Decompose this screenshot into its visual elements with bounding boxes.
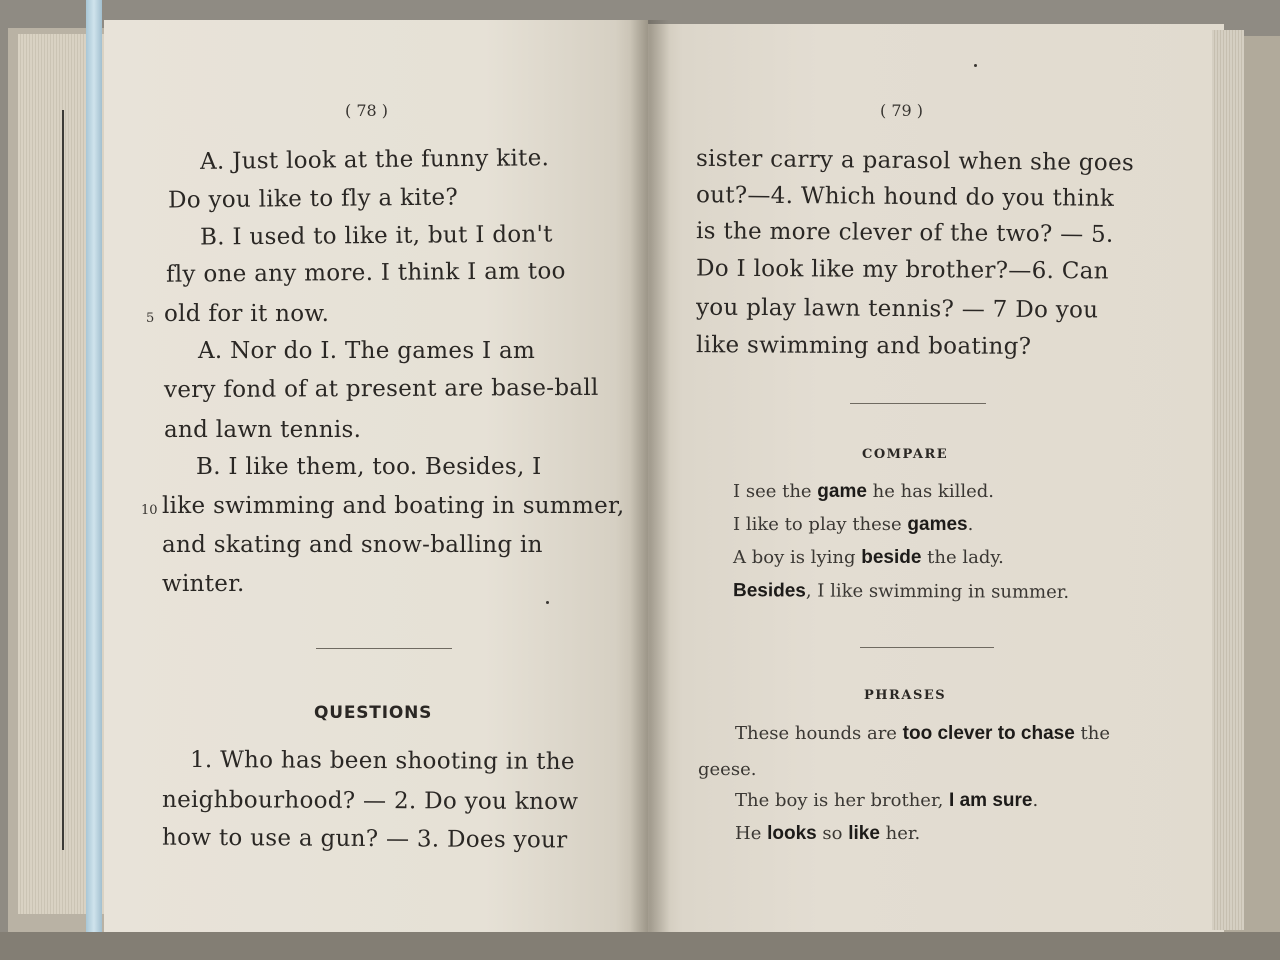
left-line-4: fly one any more. I think I am too (165, 258, 566, 288)
compare-heading: COMPARE (862, 447, 949, 462)
left-line-9: B. I like them, too. Besides, I (196, 454, 542, 480)
right-line-2: out?—4. Which hound do you think (695, 182, 1115, 212)
right-page-edges (1212, 30, 1244, 930)
left-line-7: very fond of at present are base-ball (163, 374, 599, 404)
left-line-5: old for it now. (164, 301, 330, 327)
questions-heading: QUESTIONS (314, 703, 433, 723)
left-line-11: and skating and snow-balling in (162, 532, 543, 558)
bookmark-ribbon (86, 0, 102, 960)
phrase-line-4: He looks so like her. (735, 823, 921, 844)
paper-speck (546, 601, 549, 604)
table-surface (0, 932, 1280, 960)
compare-line-4: Besides, I like swimming in summer. (732, 580, 1070, 603)
left-line-3: B. I used to like it, but I don't (199, 221, 553, 251)
question-line-2: neighbourhood? — 2. Do you know (161, 786, 579, 816)
right-line-3: is the more clever of the two? — 5. (695, 218, 1114, 248)
question-line-3: how to use a gun? — 3. Does your (161, 824, 568, 854)
left-line-2: Do you like to fly a kite? (167, 184, 459, 214)
left-line-6: A. Nor do I. The games I am (198, 338, 536, 364)
phrase-line-2: geese. (698, 759, 757, 780)
left-divider (316, 648, 452, 649)
book-gutter (630, 20, 670, 938)
left-line-10: like swimming and boating in summer, (162, 493, 625, 519)
paper-speck (974, 64, 977, 67)
right-divider-1 (850, 403, 986, 404)
right-line-6: like swimming and boating? (695, 332, 1032, 360)
right-line-5: you play lawn tennis? — 7 Do you (695, 294, 1099, 324)
left-line-1: A. Just look at the funny kite. (199, 145, 550, 175)
right-divider-2 (860, 647, 994, 648)
left-page-number: ( 78 ) (345, 101, 389, 120)
phrases-heading: PHRASES (864, 688, 947, 703)
right-page-number: ( 79 ) (880, 101, 924, 120)
right-line-1: sister carry a parasol when she goes (695, 145, 1135, 177)
question-line-1: 1. Who has been shooting in the (189, 746, 575, 776)
compare-line-2: I like to play these games. (733, 514, 974, 535)
compare-line-3: A boy is lying beside the lady. (733, 547, 1004, 568)
left-line-12: winter. (162, 571, 245, 597)
left-edge-line (62, 110, 64, 850)
right-line-4: Do I look like my brother?—6. Can (695, 255, 1109, 285)
compare-line-1: I see the game he has killed. (733, 481, 994, 502)
phrase-line-1: These hounds are too clever to chase the (735, 723, 1110, 744)
left-line-8: and lawn tennis. (164, 417, 362, 443)
line-number-10: 10 (141, 503, 158, 518)
phrase-line-3: The boy is her brother, I am sure. (735, 790, 1039, 811)
line-number-5: 5 (146, 311, 155, 326)
